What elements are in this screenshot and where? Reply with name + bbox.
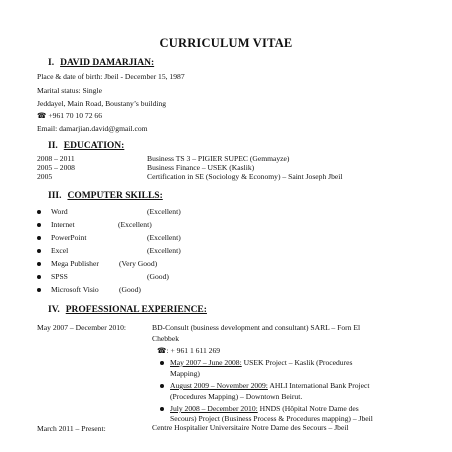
section-number: III. (48, 191, 62, 201)
project-desc-cont: Secours) Project (Business Process & Procedures mapping) – Jbeil (170, 414, 373, 423)
experience-company: BD-Consult (business development and consultant) SARL – Forn El (152, 323, 361, 332)
skill-level: (Good) (147, 272, 169, 281)
project-desc: HNDS (Hôpital Notre Dame des (257, 404, 359, 413)
section-experience-heading (48, 305, 207, 315)
project-item (160, 381, 370, 390)
education-detail: Business Finance – USEK (Kaslik) (147, 163, 255, 172)
marital-line: Marital status: Single (37, 86, 102, 95)
bullet-icon (37, 223, 41, 227)
bullet-icon (37, 275, 41, 279)
skill-level: (Very Good) (119, 259, 158, 268)
education-detail: Certification in SE (Sociology & Economy) – Saint Joseph Jbeil (147, 172, 343, 181)
bullet-icon (160, 361, 164, 365)
skill-item: PowerPoint (37, 233, 86, 242)
skill-item: Internet (37, 220, 75, 229)
phone-icon: ☎ (157, 346, 167, 355)
skill-item: Microsoft Visio (37, 285, 99, 294)
education-years: 2008 – 2011 (37, 154, 75, 163)
project-date: July 2008 – December 2010: (170, 404, 258, 413)
bullet-icon (37, 288, 41, 292)
company-phone-line (157, 346, 220, 355)
section-label: COMPUTER SKILLS: (67, 191, 163, 201)
skill-item: SPSS (37, 272, 68, 281)
skill-item: Excel (37, 246, 68, 255)
project-desc-cont: (Procedures Mapping) – Downtown Beirut. (170, 392, 303, 401)
company-phone: : + 961 1 611 269 (166, 346, 221, 355)
email-line: Email: damarjian.david@gmail.com (37, 124, 148, 133)
experience-period: May 2007 – December 2010: (37, 323, 126, 332)
project-date: May 2007 – June 2008: (170, 358, 242, 367)
section-education-heading (48, 141, 124, 151)
section-label: EDUCATION: (63, 141, 125, 151)
bullet-icon (37, 236, 41, 240)
bullet-icon (37, 262, 41, 266)
experience-period: March 2011 – Present: (37, 424, 106, 433)
project-item (160, 358, 352, 367)
bullet-icon (37, 210, 41, 214)
phone-line (37, 111, 102, 120)
experience-company-cont: Chebbek (152, 334, 179, 343)
skill-level: (Excellent) (147, 207, 181, 216)
birth-line: Place & date of birth: Jbeil - December 15, 1987 (37, 72, 185, 81)
section-number: IV. (48, 305, 60, 315)
skill-item: Word (37, 207, 68, 216)
experience-company: Centre Hospitalier Universitaire Notre Dame des Secours – Jbeil (152, 423, 349, 432)
phone-icon: ☎ (37, 111, 49, 120)
section-computer-heading (48, 191, 163, 201)
skill-level: (Excellent) (147, 246, 181, 255)
skill-level: (Good) (119, 285, 141, 294)
bullet-icon (37, 249, 41, 253)
skill-level: (Excellent) (147, 233, 181, 242)
document-title: CURRICULUM VITAE (159, 36, 293, 50)
project-item (160, 404, 359, 413)
education-years: 2005 (37, 172, 53, 181)
project-desc: USEK Project – Kaslik (Procedures (241, 358, 353, 367)
section-label: PROFESSIONAL EXPERIENCE: (65, 305, 207, 315)
education-detail: Business TS 3 – PIGIER SUPEC (Gemmayze) (147, 154, 290, 163)
skill-level: (Excellent) (118, 220, 152, 229)
phone-number: +961 70 10 72 66 (48, 111, 103, 120)
project-date: August 2009 – November 2009: (170, 381, 268, 390)
section-personal-heading (48, 58, 154, 68)
section-label: DAVID DAMARJIAN: (60, 58, 155, 68)
address-line: Jeddayel, Main Road, Boustany’s building (37, 99, 167, 108)
project-desc: AHLI International Bank Project (267, 381, 370, 390)
bullet-icon (160, 384, 164, 388)
section-number: I. (48, 58, 55, 68)
project-desc-cont: Mapping) (170, 369, 200, 378)
education-years: 2005 – 2008 (37, 163, 75, 172)
section-number: II. (48, 141, 58, 151)
skill-item: Mega Publisher (37, 259, 99, 268)
bullet-icon (160, 407, 164, 411)
